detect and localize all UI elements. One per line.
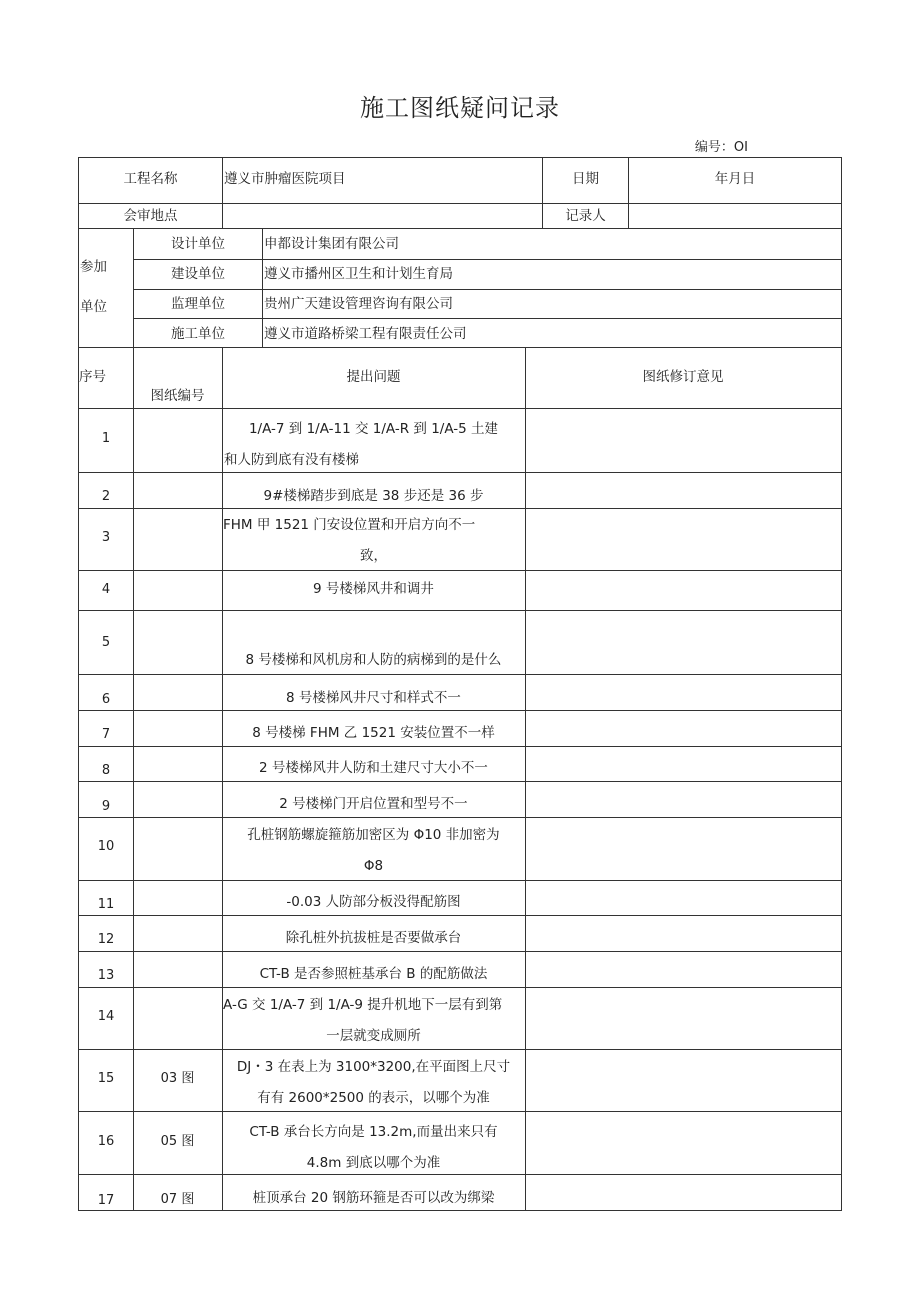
row-no: 15 xyxy=(97,1071,115,1086)
question-text: 8 号楼梯和风机房和人防的病梯到的是什么 xyxy=(245,652,502,668)
question-text: -0.03 人防部分板没得配筋图 xyxy=(286,894,461,910)
question-text: 除孔桩外抗拔桩是否要做承台 xyxy=(285,930,462,946)
table-rule xyxy=(262,228,263,347)
question-text: DJ・3 在表上为 3100*3200,在平面图上尺寸 xyxy=(236,1059,511,1075)
question-text: 4.8m 到底以哪个为准 xyxy=(306,1155,441,1171)
design-unit-label: 设计单位 xyxy=(171,236,225,252)
question-text: 孔桩钢筋螺旋箍筋加密区为 Φ10 非加密为 xyxy=(247,827,500,843)
supervision-unit-label: 监理单位 xyxy=(171,296,225,312)
question-text: 有有 2600*2500 的表示，以哪个为准 xyxy=(257,1090,490,1106)
question-text: 1/A-7 到 1/A-11 交 1/A-R 到 1/A-5 土建 xyxy=(248,421,499,437)
owner-unit-value: 遵义市播州区卫生和计划生育局 xyxy=(264,266,453,282)
table-border-right xyxy=(841,157,842,1210)
table-border-left xyxy=(78,157,79,1210)
recorder-label: 记录人 xyxy=(565,208,606,224)
row-no: 17 xyxy=(97,1193,115,1208)
drawing-no: 05 图 xyxy=(160,1134,195,1149)
row-no: 4 xyxy=(101,582,111,597)
col-header-no: 序号 xyxy=(79,369,106,385)
table-rule xyxy=(525,347,526,1210)
question-text: 桩顶承台 20 钢筋环箍是否可以改为绑梁 xyxy=(252,1190,495,1206)
owner-unit-label: 建设单位 xyxy=(171,266,225,282)
question-text: FHM 甲 1521 门安设位置和开启方向不一 xyxy=(223,517,476,533)
units-group-label: 参加 xyxy=(80,259,107,275)
date-value: 年月日 xyxy=(714,171,756,187)
question-text: CT-B 承台长方向是 13.2m,而量出来只有 xyxy=(249,1124,498,1140)
row-no: 3 xyxy=(101,530,111,545)
question-text: 8 号楼梯 FHM 乙 1521 安装位置不一样 xyxy=(252,725,495,741)
construction-unit-label: 施工单位 xyxy=(171,326,225,342)
question-text: 致， xyxy=(360,548,387,564)
question-text: Φ8 xyxy=(363,858,384,874)
document-title: 施工图纸疑问记录 xyxy=(360,94,560,122)
table-rule xyxy=(78,408,841,409)
col-header-question: 提出问题 xyxy=(346,369,401,385)
row-no: 14 xyxy=(97,1009,115,1024)
row-no: 7 xyxy=(101,727,111,742)
construction-unit-value: 遵义市道路桥梁工程有限责任公司 xyxy=(264,326,467,342)
drawing-no: 07 图 xyxy=(160,1192,195,1207)
project-label: 工程名称 xyxy=(123,171,178,187)
place-label: 会审地点 xyxy=(123,208,178,224)
units-group-label: 单位 xyxy=(80,299,107,315)
row-no: 16 xyxy=(97,1134,115,1149)
row-no: 13 xyxy=(97,968,115,983)
design-unit-value: 申都设计集团有限公司 xyxy=(264,236,399,252)
table-border-top xyxy=(78,157,841,158)
question-text: 9#楼梯踏步到底是 38 步还是 36 步 xyxy=(263,488,484,504)
question-text: 2 号楼梯门开启位置和型号不一 xyxy=(279,796,468,812)
row-no: 6 xyxy=(101,692,111,707)
question-text: CT-B 是否参照桩基承台 B 的配筋做法 xyxy=(259,966,488,982)
col-header-drawing: 图纸编号 xyxy=(150,388,205,404)
question-text: 和人防到底有没有楼梯 xyxy=(224,452,359,468)
row-no: 11 xyxy=(97,897,115,912)
row-no: 8 xyxy=(101,763,111,778)
question-text: 8 号楼梯风井尺寸和样式不一 xyxy=(286,690,461,706)
table-rule xyxy=(78,472,841,473)
question-text: 9 号楼梯风井和调井 xyxy=(313,581,434,597)
row-no: 1 xyxy=(101,431,111,446)
date-label: 日期 xyxy=(572,171,599,187)
question-text: A-G 交 1/A-7 到 1/A-9 提升机地下一层有到第 xyxy=(223,997,503,1013)
row-no: 2 xyxy=(101,489,111,504)
row-no: 10 xyxy=(97,839,115,854)
col-header-opinion: 图纸修订意见 xyxy=(642,369,724,385)
question-text: 一层就变成厕所 xyxy=(326,1028,421,1044)
question-text: 2 号楼梯风井人防和土建尺寸大小不一 xyxy=(259,760,488,776)
table-rule xyxy=(222,157,223,228)
row-no: 12 xyxy=(97,932,115,947)
row-no: 5 xyxy=(101,635,111,650)
document-number: 编号：OI xyxy=(694,140,748,155)
table-rule xyxy=(78,610,841,611)
drawing-no: 03 图 xyxy=(160,1071,195,1086)
project-value: 遵义市肿瘤医院项目 xyxy=(224,171,346,187)
row-no: 9 xyxy=(101,799,111,814)
supervision-unit-value: 贵州广天建设管理咨询有限公司 xyxy=(264,296,453,312)
